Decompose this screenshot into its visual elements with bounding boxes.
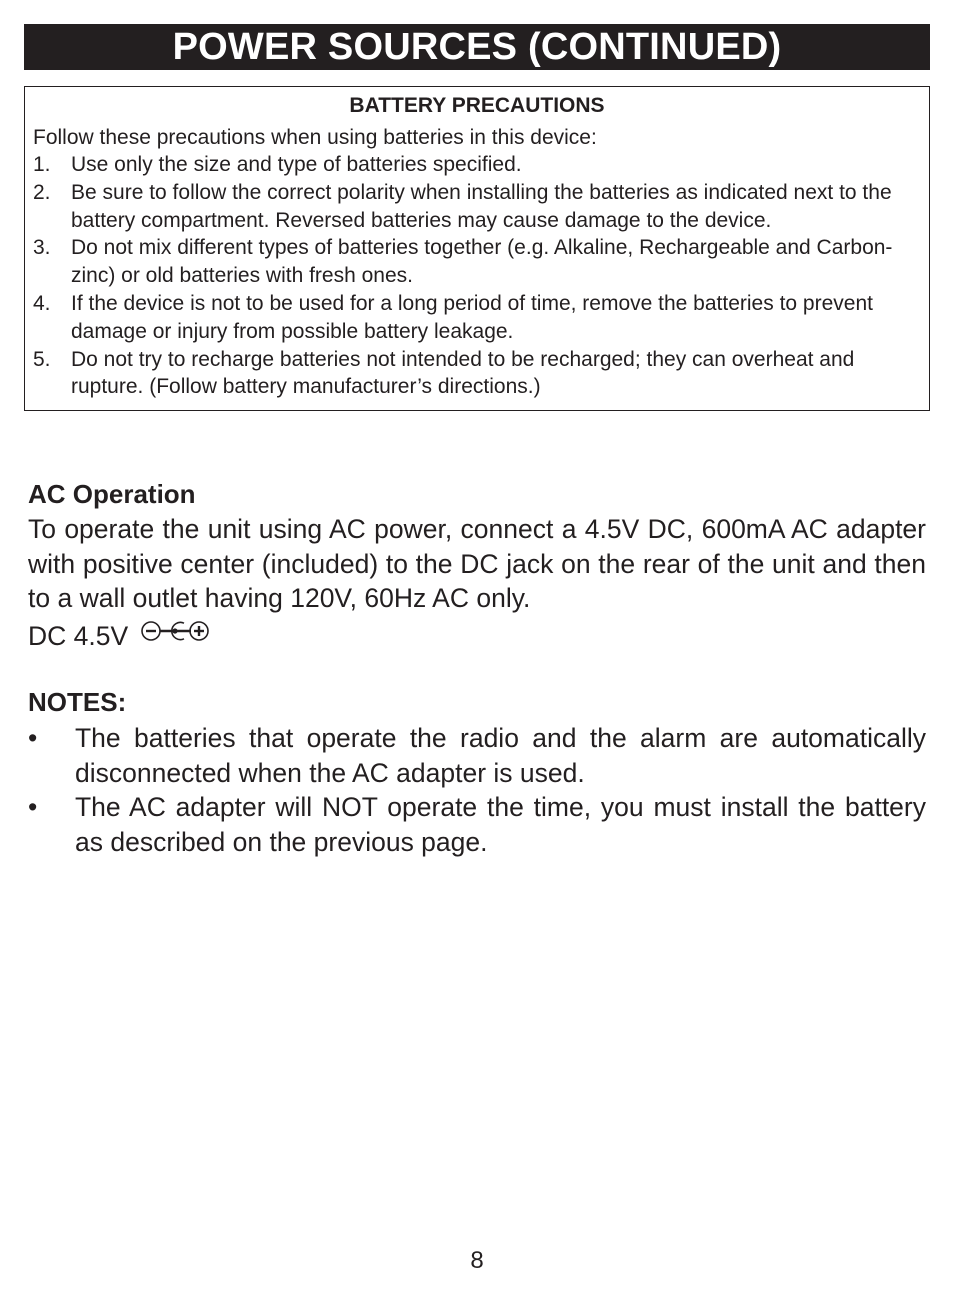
battery-precautions-heading: BATTERY PRECAUTIONS <box>349 94 605 117</box>
dc-rating-line <box>28 619 210 655</box>
list-item <box>28 790 926 859</box>
list-item-number: 4. <box>33 291 51 315</box>
ac-operation-heading: AC Operation <box>28 479 196 509</box>
list-item <box>28 721 926 790</box>
note-text: The AC adapter will NOT operate the time, you must install the battery as described on the previous page. <box>75 792 926 857</box>
list-item-text: If the device is not to be used for a long period of time, remove the batteries to prevent damage or injury from possible battery leakage. <box>71 291 873 343</box>
list-item <box>33 234 923 290</box>
battery-precautions-intro: Follow these precautions when using batteries in this device: <box>33 126 597 149</box>
note-text: The batteries that operate the radio and the alarm are automatically disconnected when the AC adapter is used. <box>75 723 926 788</box>
bullet: • <box>28 792 38 822</box>
list-item-text: Do not mix different types of batteries together (e.g. Alkaline, Rechargeable and Carbon-zinc) or old batteries with fresh ones. <box>71 236 893 288</box>
page-title: POWER SOURCES (CONTINUED) <box>24 24 930 70</box>
dc-rating-label: DC 4.5V <box>28 621 129 651</box>
battery-precautions-list <box>33 151 923 401</box>
list-item-text: Be sure to follow the correct polarity when installing the batteries as indicated next to the battery compartment. Reversed batteries may cause damage to the device. <box>71 180 892 232</box>
battery-precautions-box <box>24 86 930 411</box>
list-item-number: 5. <box>33 347 51 371</box>
list-item <box>33 179 923 235</box>
list-item-text: Do not try to recharge batteries not intended to be recharged; they can overheat and rupture. (Follow battery manufacturer’s directions.) <box>71 347 855 399</box>
list-item-number: 2. <box>33 180 51 204</box>
list-item-number: 1. <box>33 153 51 176</box>
center-positive-polarity-icon <box>140 617 210 651</box>
ac-operation-body: To operate the unit using AC power, connect a 4.5V DC, 600mA AC adapter with positive center (included) to the DC jack on the rear of the unit and then to a wall outlet having 120V, 60Hz AC only. <box>28 514 926 613</box>
list-item <box>33 290 923 346</box>
notes-heading: NOTES: <box>28 687 127 717</box>
list-item-text: Use only the size and type of batteries specified. <box>71 153 522 176</box>
list-item <box>33 346 923 402</box>
list-item-number: 3. <box>33 236 51 260</box>
notes-list <box>28 721 926 859</box>
list-item <box>33 151 923 179</box>
bullet: • <box>28 723 38 753</box>
page-number: 8 <box>470 1247 484 1274</box>
